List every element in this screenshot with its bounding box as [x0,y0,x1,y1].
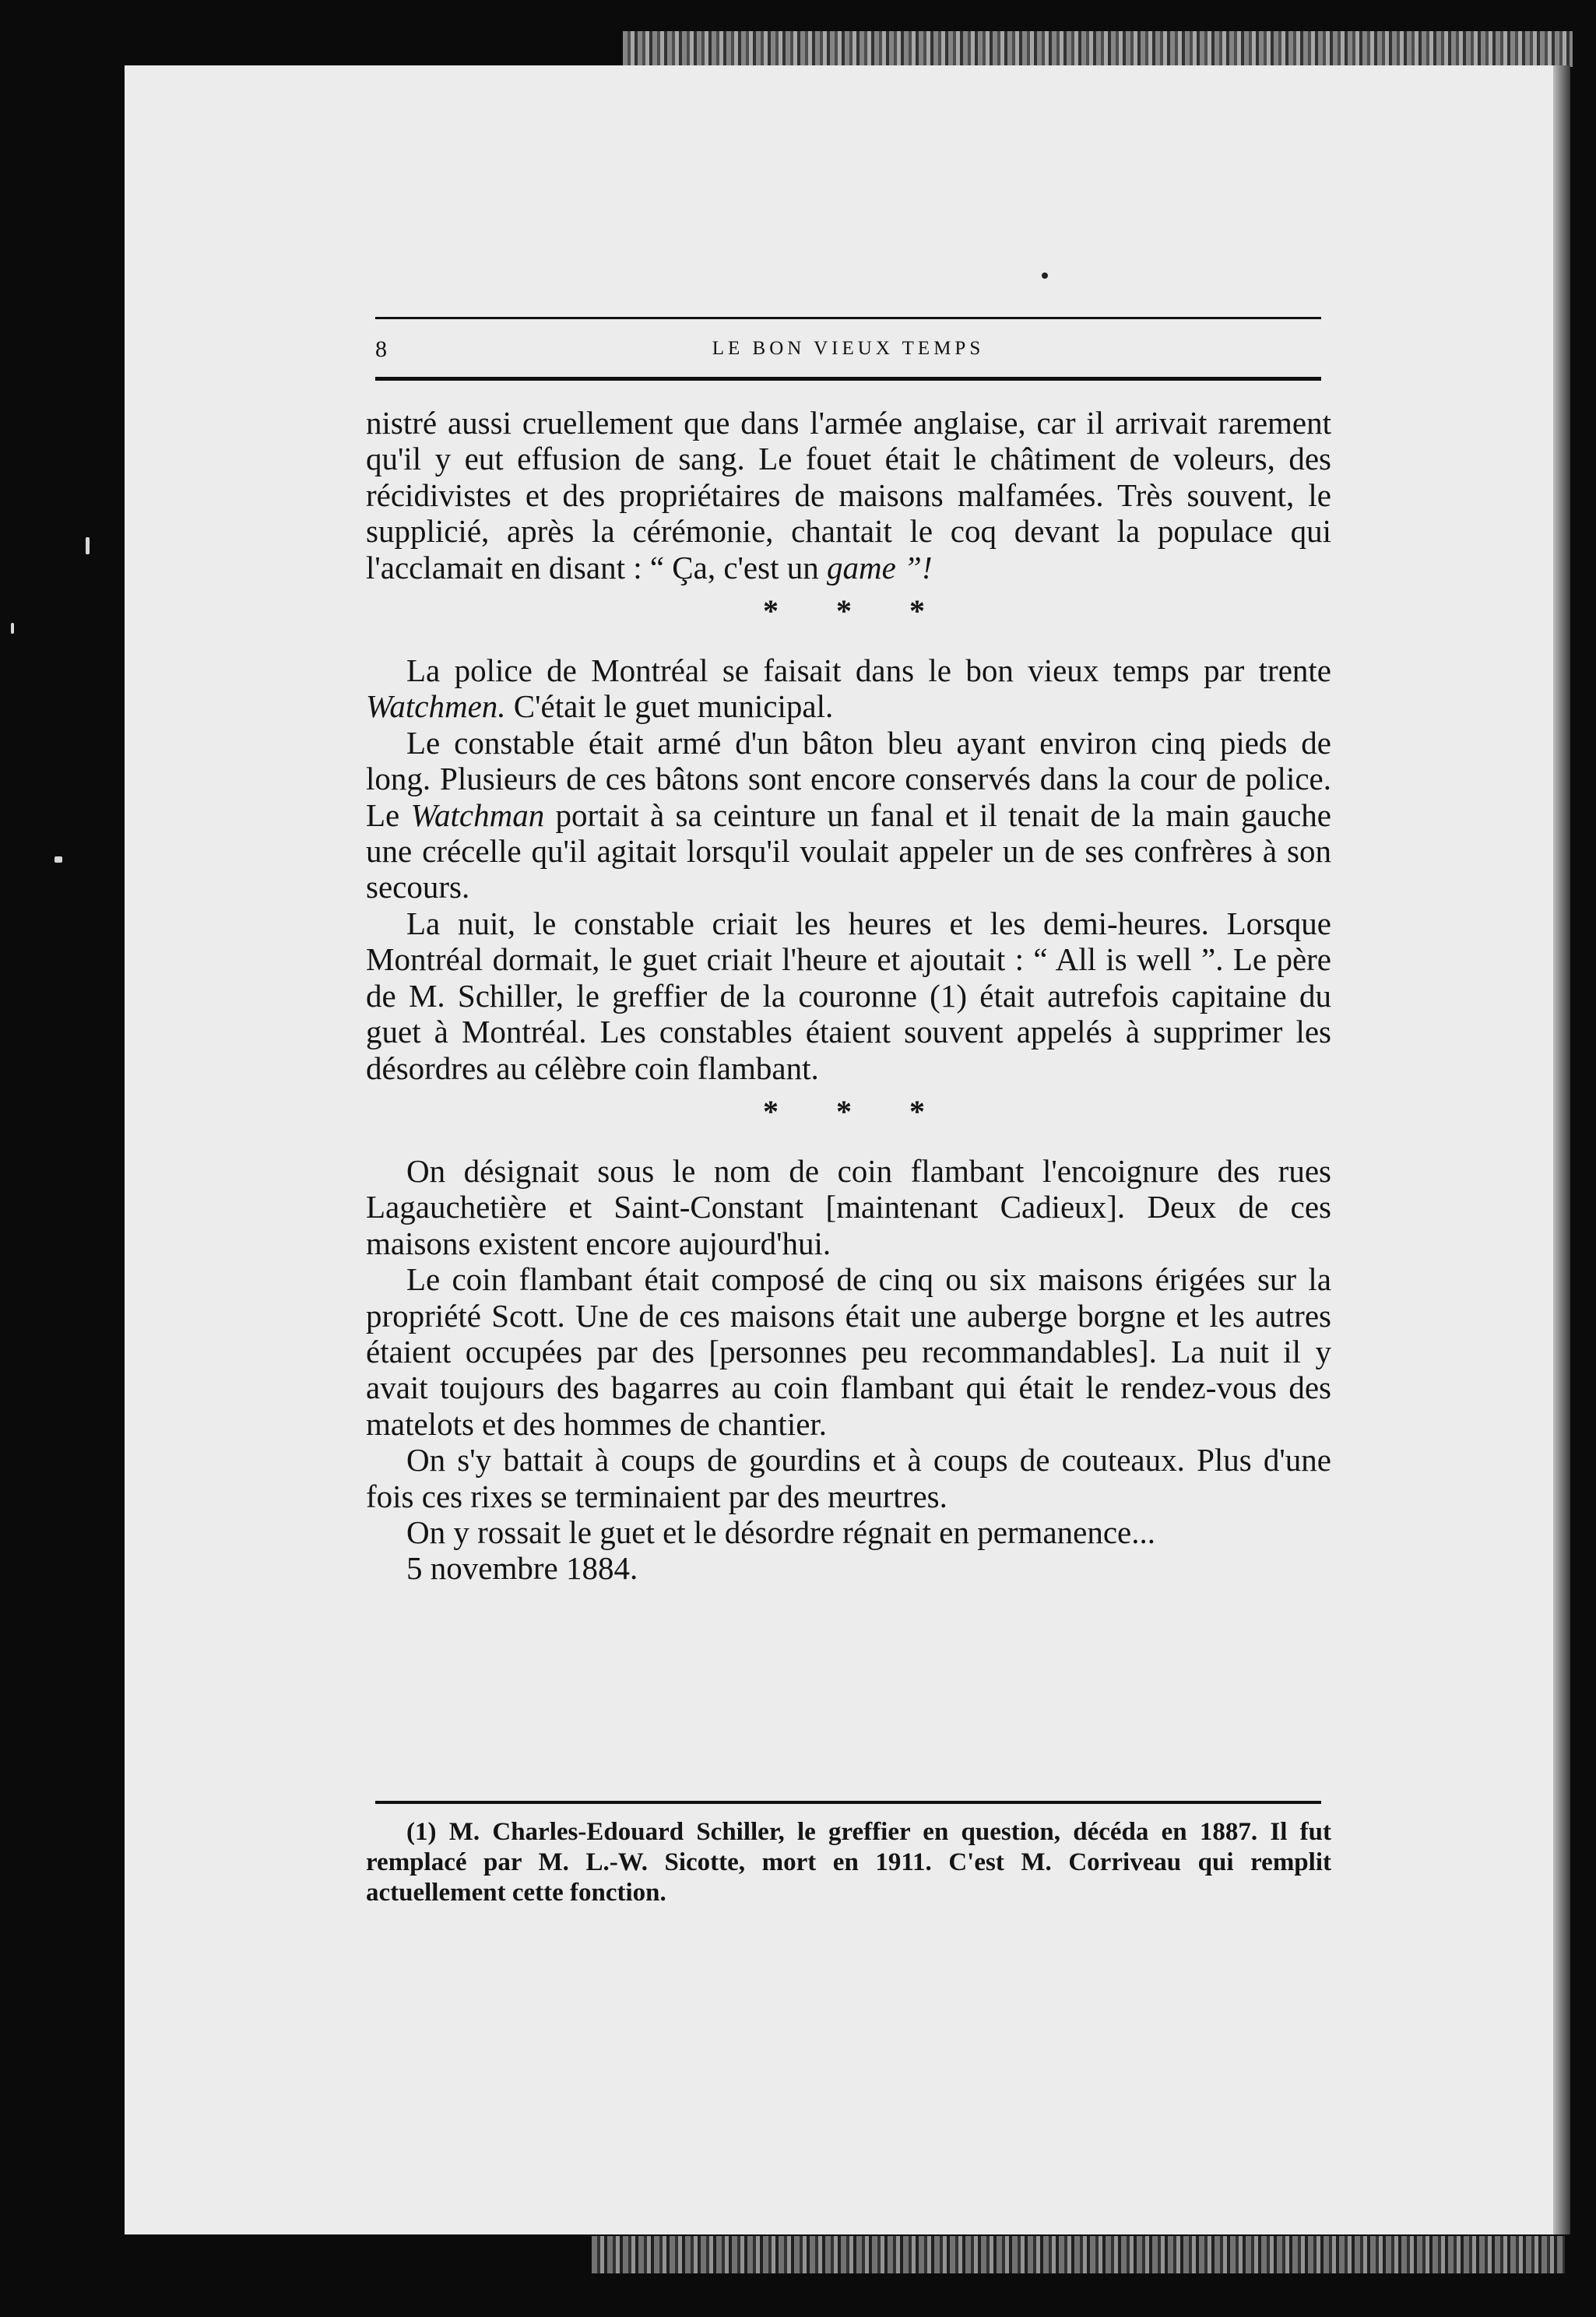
paragraph-1-end: ”! [895,549,933,585]
footnote-rule [375,1801,1321,1804]
page-number: 8 [375,336,387,362]
paragraph-3 [366,725,1331,905]
top-rule [375,317,1321,319]
page-edge-shadow [1553,65,1570,2234]
paragraph-4: La nuit, le constable criait les heures et les demi-heures. Lorsque Montréal dormait, le guet criait l'heure et ajoutait : “ All is well ”. Le père de M. Schiller, le greffier de la couronne (1) était autrefois capitaine du guet à Montréal. Les constables étaient souvent appelés à supprimer les désordres au célèbre coin flambant. [366,905,1331,1086]
paragraph-2-text-end: C'était le guet municipal. [505,688,834,725]
paragraph-5: On désignait sous le nom de coin flambant l'encoignure des rues Lagauchetière et Saint-Constant [maintenant Cadieux]. Deux de ces maisons existent encore aujourd'hui. [366,1152,1331,1261]
ink-dot [1042,272,1048,279]
section-separator-2: * * * [763,1093,950,1129]
paragraph-2-text: La police de Montréal se faisait dans le bon vieux temps par trente [406,652,1331,689]
paragraph-1 [366,405,1331,585]
paragraph-1-italic: game [826,549,896,585]
paragraph-2 [366,652,1331,725]
page-body [366,405,1331,1587]
section-separator-1: * * * [763,593,950,629]
date-line: 5 novembre 1884. [406,1550,638,1587]
paragraph-3-italic: Watchman [410,796,545,833]
margin-speck [11,623,14,634]
paragraph-8: On y rossait le guet et le désordre régnait en permanence... [406,1514,1155,1550]
paragraph-3-text: Le constable était armé d'un bâton bleu ayant environ cinq pieds de long. Plusieurs de ces bâtons sont encore conservés dans la cour de police. Le [366,724,1331,833]
paragraph-7: On s'y battait à coups de gourdins et à coups de couteaux. Plus d'une fois ces rixes se terminaient par des meurtres. [366,1442,1331,1514]
running-title: LE BON VIEUX TEMPS [712,338,985,359]
paragraph-2-italic: Watchmen. [366,688,506,725]
paragraph-6: Le coin flambant était composé de cinq ou six maisons érigées sur la propriété Scott. Une de ces maisons était une auberge borgne et les autres étaient occupées par des [personnes peu recommandables]. La nuit il y avait toujours des bagarres au coin flambant qui était le rendez-vous des matelots et des hommes de chantier. [366,1261,1331,1442]
running-head [375,336,1321,364]
margin-speck [86,537,90,554]
header-rule [375,377,1321,381]
footnote: (1) M. Charles-Edouard Schiller, le greffier en question, décéda en 1887. Il fut remplacé par M. L.-W. Sicotte, mort en 1911. C'est M. Corriveau qui remplit actuellement cette fonction. [366,1818,1331,1907]
margin-speck [54,856,62,863]
paragraph-3-text-end: portait à sa ceinture un fanal et il tenait de la main gauche une crécelle qu'il agitait lorsqu'il voulait appeler un de ses confrères à son secours. [366,796,1331,905]
scan-edge-top [623,31,1573,67]
paragraph-1-text: nistré aussi cruellement que dans l'armée anglaise, car il arrivait rarement qu'il y eut effusion de sang. Le fouet était le châtiment de voleurs, des récidivistes et des propriétaires de maisons malfamées. Très souvent, le supplicié, après la cérémonie, chantait le coq devant la populace qui l'acclamait en disant : “ Ça, c'est un [366,405,1331,585]
scan-edge-bottom [592,2236,1565,2273]
